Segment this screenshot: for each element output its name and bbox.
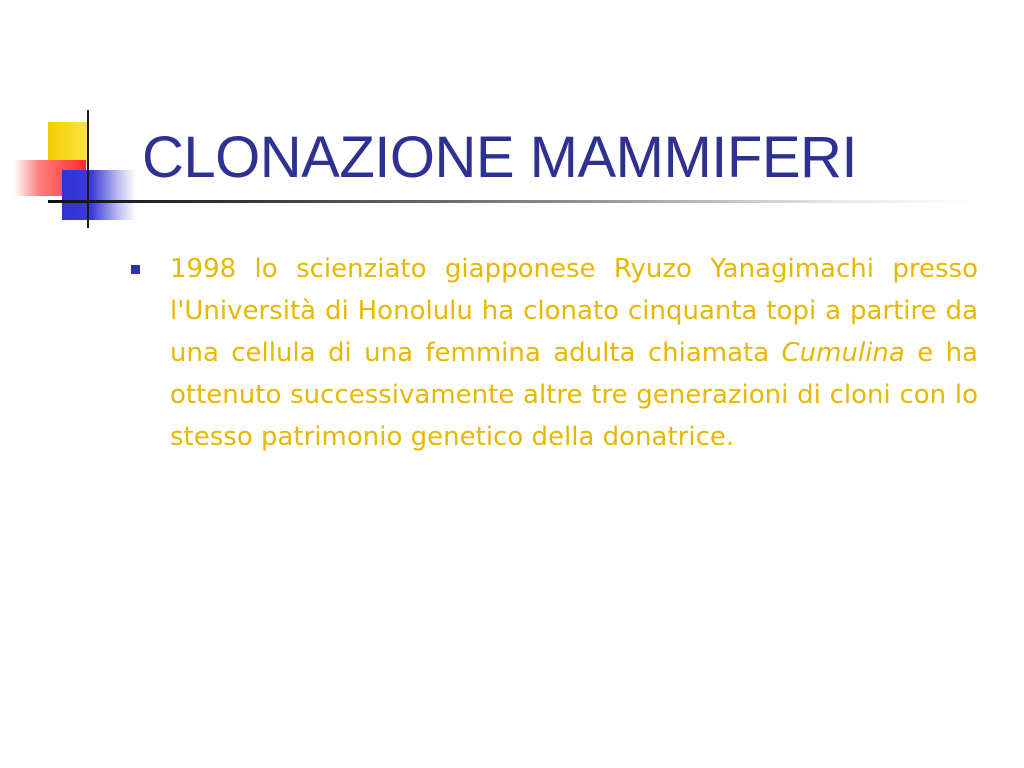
logo-vertical-line — [87, 110, 89, 228]
bullet-text-part-2: e ha ottenuto successivamente altre tre generazioni di cloni con lo stesso patrimonio genetico della donatrice. — [170, 338, 978, 452]
title-underline — [48, 200, 978, 203]
bullet-square-icon — [131, 265, 140, 274]
bullet-text — [170, 248, 978, 458]
bullet-text-emphasis: Cumulina — [781, 338, 905, 368]
bullet-text-part-1: 1998 lo scienziato giapponese Ryuzo Yanagimachi presso l'Università di Honolulu ha clonato cinquanta topi a partire da una cellula di una femmina adulta chiamata — [170, 254, 978, 368]
slide-title: CLONAZIONE MAMMIFERI — [142, 125, 858, 190]
logo-blue-square — [62, 170, 136, 220]
logo-yellow-square — [48, 122, 88, 164]
